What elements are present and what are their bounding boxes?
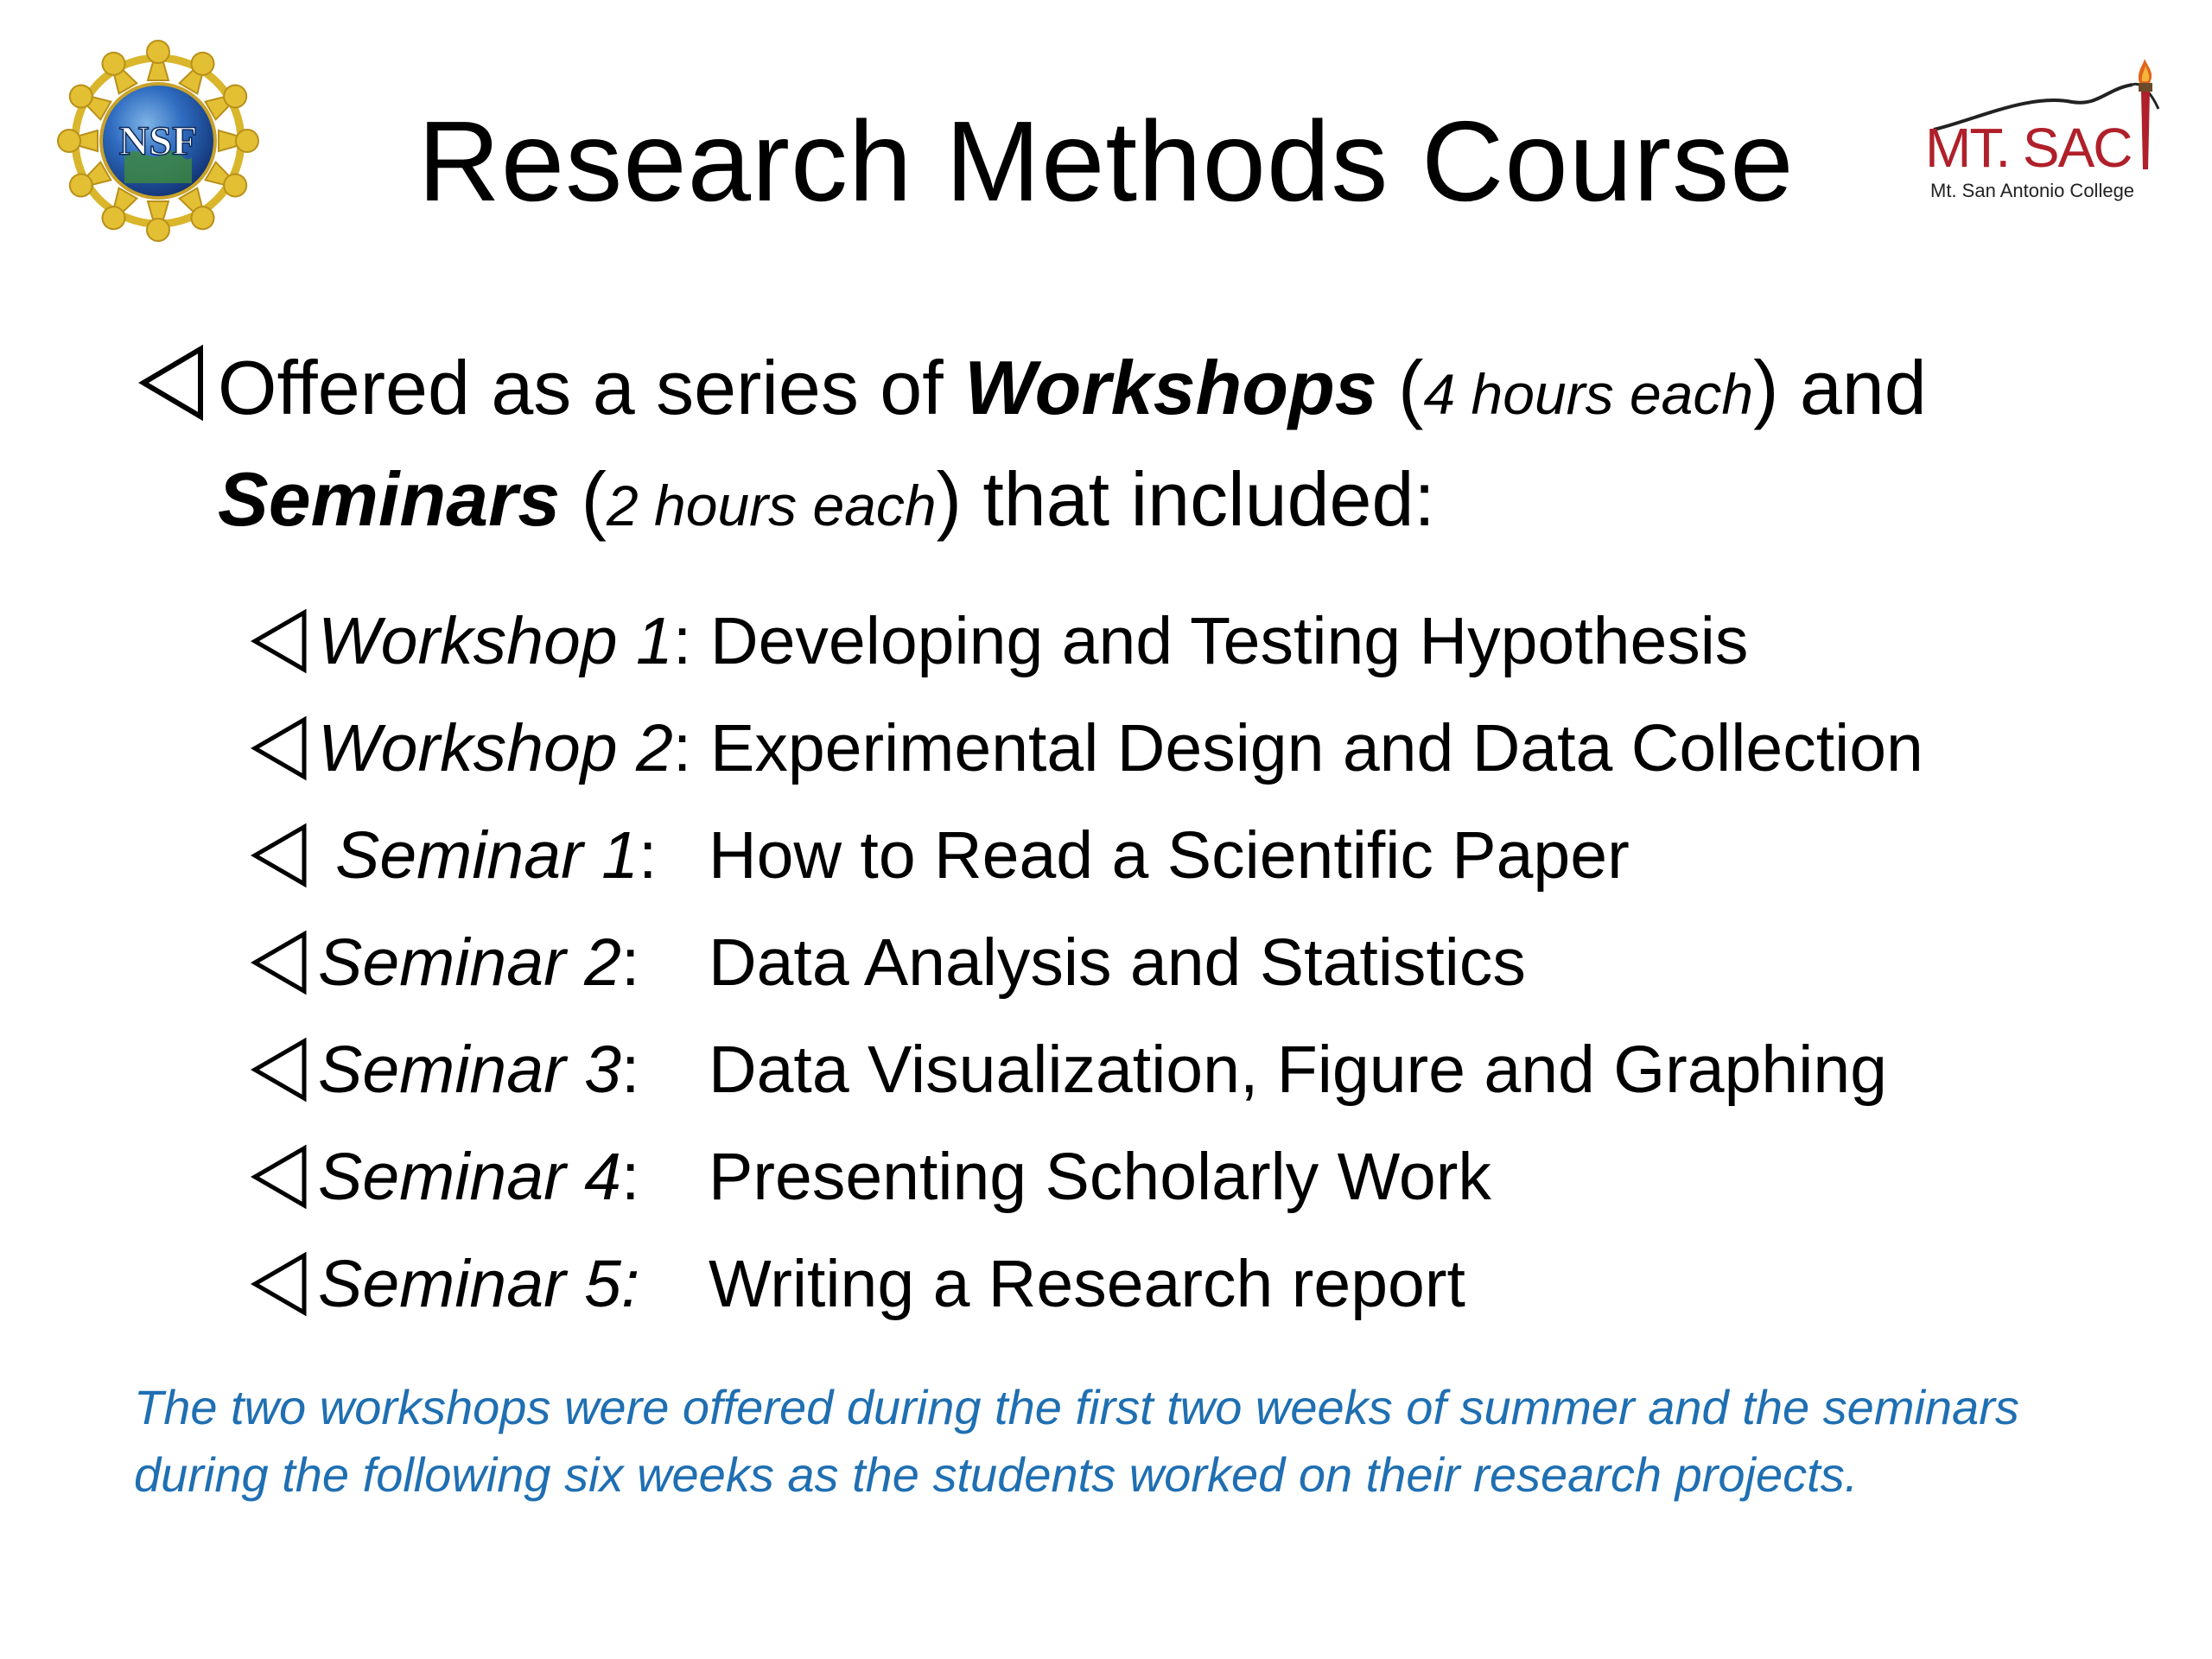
- footnote: [134, 1374, 2164, 1509]
- item-label-text: Workshop 2: [318, 711, 673, 785]
- item-label-text: Seminar 4: [318, 1140, 621, 1214]
- mtsac-torch-icon: [2139, 59, 2152, 169]
- item-description: Presenting Scholarly Work: [709, 1140, 1491, 1214]
- mtsac-logo: [1925, 59, 2176, 223]
- nsf-seal-icon: [54, 36, 263, 245]
- lead-line-1: [138, 335, 2082, 447]
- lead-workshops-hours: 4 hours each: [1423, 362, 1754, 426]
- item-label: [318, 695, 691, 802]
- list-item: [251, 802, 2065, 909]
- item-label-text: Seminar 1: [335, 818, 639, 893]
- lead-workshops-term: Workshops: [964, 345, 1377, 430]
- lead-text-part1: Offered as a series of: [218, 345, 965, 430]
- item-label: [318, 909, 639, 1016]
- lead-paren-close-2: ) that included:: [936, 456, 1435, 542]
- list-item: [251, 588, 2065, 695]
- item-label-text: Seminar 2: [318, 925, 621, 1000]
- item-separator: :: [672, 604, 692, 678]
- mtsac-logo-text: MT. SAC: [1925, 117, 2132, 179]
- triangle-bullet-icon: [251, 930, 309, 995]
- lead-paren-open-2: (: [560, 456, 607, 542]
- item-label: [318, 1230, 639, 1338]
- lead-seminars-hours: 2 hours each: [606, 474, 937, 537]
- triangle-bullet-icon: [251, 715, 309, 781]
- triangle-bullet-icon: [251, 1251, 309, 1317]
- item-label: [318, 588, 691, 695]
- list-item: [251, 1123, 2065, 1230]
- footnote-line-2: during the following six weeks as the students worked on their research projects.: [134, 1447, 1859, 1502]
- item-label: [318, 1123, 639, 1230]
- lead-seminars-term: Seminars: [218, 456, 561, 542]
- item-separator: :: [620, 925, 640, 1000]
- item-label-text: Seminar 3: [318, 1033, 621, 1107]
- lead-paren-close-1: ) and: [1753, 345, 1927, 430]
- list-item: [251, 1230, 2065, 1338]
- list-item: [251, 695, 2065, 802]
- course-items-list: [251, 588, 2065, 1338]
- lead-line-2: [138, 447, 2082, 558]
- list-item: [251, 1016, 2065, 1123]
- mtsac-logo-subtitle: Mt. San Antonio College: [1930, 180, 2135, 201]
- item-description: Data Visualization, Figure and Graphing: [709, 1033, 1888, 1107]
- list-item: [251, 909, 2065, 1016]
- item-label-text: Workshop 1: [318, 604, 673, 678]
- item-label: [335, 802, 657, 909]
- item-description: Writing a Research report: [709, 1247, 1465, 1321]
- footnote-line-1: The two workshops were offered during the first two weeks of summer and the seminars: [134, 1380, 2019, 1434]
- item-description: Experimental Design and Data Collection: [710, 711, 1923, 785]
- triangle-bullet-icon: [251, 823, 309, 888]
- item-description: Data Analysis and Statistics: [709, 925, 1526, 1000]
- lead-bullet: [138, 335, 2082, 558]
- item-separator: :: [620, 1140, 640, 1214]
- triangle-bullet-icon: [251, 1144, 309, 1210]
- nsf-logo-text: NSF: [118, 118, 198, 164]
- item-label: [318, 1016, 639, 1123]
- triangle-bullet-icon: [251, 1037, 309, 1103]
- item-separator: :: [672, 711, 692, 785]
- item-description: How to Read a Scientific Paper: [709, 818, 1630, 893]
- item-separator: :: [638, 818, 658, 893]
- page-title: Research Methods Course: [417, 98, 1795, 225]
- item-description: Developing and Testing Hypothesis: [710, 604, 1749, 678]
- triangle-bullet-icon: [251, 608, 309, 674]
- lead-paren-open-1: (: [1376, 345, 1424, 430]
- item-label-text: Seminar 5:: [318, 1247, 640, 1321]
- item-separator: :: [620, 1033, 640, 1107]
- triangle-bullet-icon: [138, 344, 207, 422]
